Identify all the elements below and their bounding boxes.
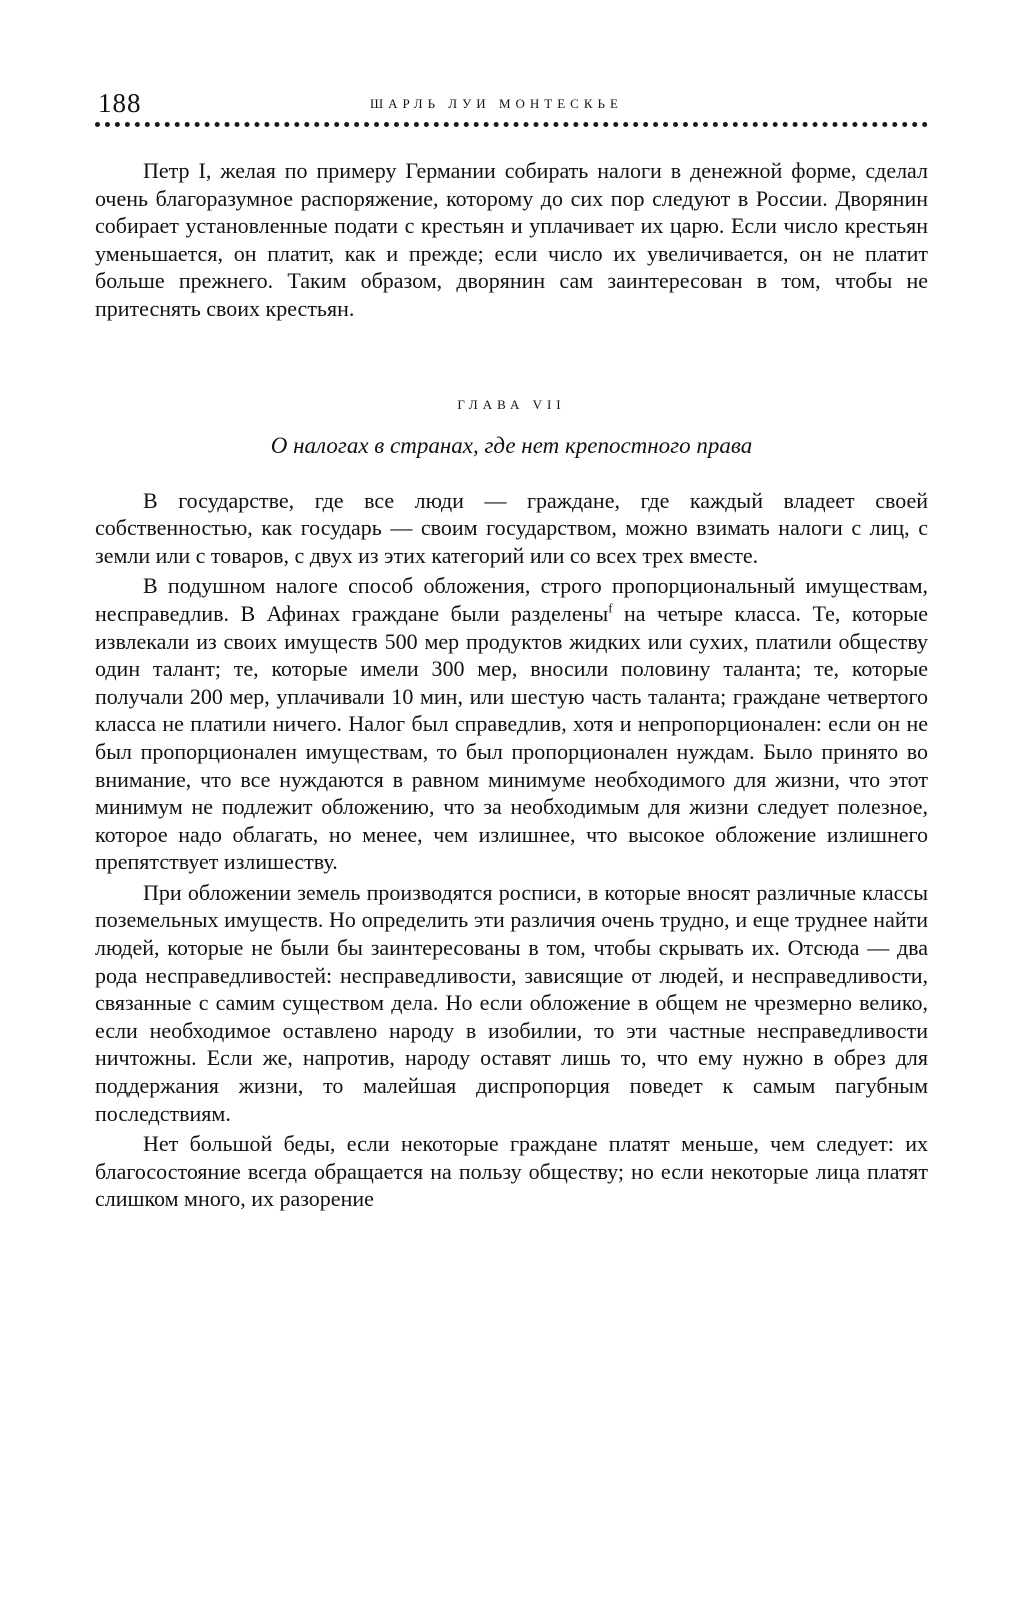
footnote-marker[interactable]: f (608, 600, 613, 616)
opening-section (95, 157, 928, 323)
paragraph-text: В подушном налоге способ обложения, строго пропорциональный имуществам, несправедлив. В Афинах граждане были разделены (95, 573, 928, 626)
paragraph (95, 487, 928, 570)
paragraph: Петр I, желая по примеру Германии собирать налоги в денежной форме, сделал очень благоразумное распоряжение, которому до сих пор следуют в России. Дворянин собирает установленные подати с крестьян и уплачивает их царю. Если число крестьян уменьшается, он платит, как и прежде; если число их увеличивается, он не платит больше прежнего. Таким образом, дворянин сам заинтересован в том, чтобы не притеснять своих крестьян. (95, 158, 928, 321)
paragraph-text: В государстве, где все люди — граждане, где каждый владеет своей собственностью, как государь — своим государством, можно взимать налоги с лиц, с земли или с товаров, с двух из этих категорий или со всех трех вместе. (95, 487, 928, 568)
paragraph (95, 572, 928, 876)
book-page (95, 88, 928, 1213)
running-head (95, 88, 928, 122)
paragraph-text: на четыре класса. Те, которые извлекали из своих имуществ 500 мер продуктов жидких или сухих, платили обществу один талант; те, которые имели 300 мер, вносили половину таланта; те, которые получали 200 мер, уплачивали 10 мин, или шестую часть таланта; граждане четвертого класса не платили ничего. Налог был справедлив, хотя и непропорционален: если он не был пропорционален имуществам, то был пропорционален нуждам. Было принято во внимание, что все нуждаются в равном минимуме необходимого для жизни, что этот минимум не подлежит обложению, что за необходимым для жизни следует полезное, которое надо облагать, но менее, чем излишнее, что высокое обложение излишнего препятствует излишеству. (95, 600, 928, 875)
page-number: 188 (98, 88, 142, 118)
chapter-label: ГЛАВА VII (457, 396, 566, 412)
paragraph-text: При обложении земель производятся росписи, в которые вносят различные классы поземельных имуществ. Но определить эти различия очень трудно, и еще труднее найти людей, которые не были бы заинтересованы в том, чтобы скрывать их. Отсюда — два рода несправедливостей: несправедливости, зависящие от людей, и несправедливости, связанные с самим существом дела. Но если обложение в общем не чрезмерно велико, если необходимое оставлено народу в изобилии, то эти частные несправедливости ничтожны. Если же, напротив, народу оставят лишь то, что ему нужно в обрез для поддержания жизни, то малейшая диспропорция поведет к самым пагубным последствиям. (95, 879, 928, 1126)
running-title: ШАРЛЬ ЛУИ МОНТЕСКЬЕ (370, 96, 623, 111)
paragraph (95, 879, 928, 1127)
dotted-rule-divider (95, 122, 928, 127)
paragraph (95, 1130, 928, 1213)
chapter-title: О налогах в странах, где нет крепостного права (270, 432, 753, 458)
paragraph-text: Нет большой беды, если некоторые граждане платят меньше, чем следует: их благосостояние всегда обращается на пользу обществу; но если некоторые лица платят слишком много, их разорение (95, 1131, 928, 1212)
chapter-body (95, 487, 928, 1213)
